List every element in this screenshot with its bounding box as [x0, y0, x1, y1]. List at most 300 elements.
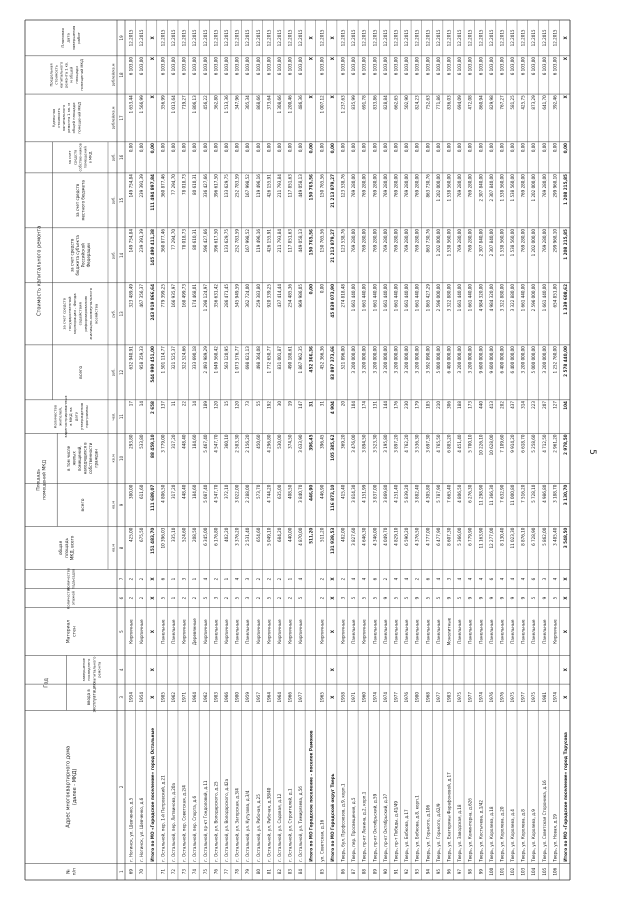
table-cell: 1954: [128, 692, 134, 703]
table-cell: 2 583,30: [234, 434, 240, 453]
table-cell: 5: [393, 596, 399, 600]
table-cell: 8 130,40: [499, 527, 505, 546]
table-cell: 1974: [552, 692, 558, 703]
page-number: 5: [587, 449, 597, 455]
table-cell: 440: [478, 401, 484, 409]
table-cell: Панельные: [351, 619, 357, 644]
table-cell: 5 862,00: [541, 527, 547, 546]
table-cell: 6 590,20: [404, 527, 410, 546]
table-cell: X: [329, 36, 335, 40]
subtotal-label: Итого по МО «Городское поселение» город Тарусова: [563, 732, 569, 862]
table-cell: 1 538 560,00: [446, 229, 452, 257]
table-cell: 0,00: [563, 143, 569, 154]
table-cell: 4: [404, 577, 410, 581]
table-cell: 3: [340, 596, 346, 600]
table-cell: 230: [404, 401, 410, 409]
address-cell: Тверь, бул. Профсоюзов, д.9, корп.1: [340, 783, 346, 862]
table-cell: 873,29: [531, 95, 537, 110]
table-cell: 6 103,00: [446, 57, 452, 76]
address-cell: Тверь, ул. Королева, д.4: [510, 809, 516, 862]
table-cell: 1975: [510, 692, 516, 703]
table-cell: 2: [181, 596, 187, 600]
table-cell: 3 633,90: [298, 434, 304, 453]
table-cell: Панельные: [160, 619, 166, 644]
table-cell: 779 399,25: [160, 283, 166, 308]
table-cell: 6 103,00: [404, 57, 410, 76]
table-cell: 6 400 000,00: [499, 346, 505, 374]
table-cell: 133 629,75: [223, 174, 229, 198]
address-cell: Тверь, ул. Горького, д.62/9: [435, 803, 441, 862]
table-cell: 6 103,00: [223, 57, 229, 76]
table-cell: 184,60: [192, 434, 198, 449]
table-cell: 1: [171, 577, 177, 581]
table-cell: 20: [340, 401, 346, 407]
table-cell: 691,78: [361, 95, 367, 110]
table-cell: 769 280,00: [361, 174, 367, 198]
table-cell: 6 103,00: [213, 57, 219, 76]
table-cell: 6 400 000,00: [510, 346, 516, 374]
table-cell: 6 103,00: [435, 57, 441, 76]
table-cell: 150 765,56: [319, 229, 325, 253]
table-cell: 6 103,00: [340, 57, 346, 76]
table-cell: 6 103,00: [467, 57, 473, 76]
table-cell: 7 516,20: [520, 484, 526, 503]
table-cell: 835,99: [351, 95, 357, 110]
table-cell: 2 307 840,00: [478, 174, 484, 202]
table-cell: 4 451,40: [457, 434, 463, 453]
table-cell: 31: [319, 401, 325, 407]
header-col-date: Плановаядатазавершенияработ: [60, 25, 82, 51]
table-cell: 1974: [372, 692, 378, 703]
table-cell: 5: [531, 596, 537, 600]
table-cell: X: [149, 57, 155, 61]
table-cell: 174 468,01: [192, 283, 198, 308]
table-cell: 12.2015: [213, 29, 219, 47]
table-cell: 969 986,05: [298, 283, 304, 308]
table-cell: Кирпичные: [319, 619, 325, 644]
table-cell: 19: [287, 401, 293, 407]
table-cell: 5: [425, 596, 431, 600]
table-cell: 6 103,00: [382, 57, 388, 76]
table-cell: 437: [510, 401, 516, 409]
table-cell: 127: [552, 401, 558, 409]
table-cell: 1977: [520, 692, 526, 703]
address-cell: Тверь, ул. Коминтерна, д.62б: [467, 798, 473, 862]
table-cell: X: [329, 95, 335, 99]
table-cell: 120: [234, 401, 240, 409]
table-cell: 511,20: [319, 527, 325, 542]
table-cell: 243 919 866,64: [149, 283, 155, 321]
table-cell: 369,20: [340, 434, 346, 449]
table-cell: X: [329, 629, 335, 634]
table-cell: 6 103,00: [255, 57, 261, 76]
table-cell: 323 489,49: [128, 283, 134, 308]
table-cell: X: [308, 36, 314, 40]
address-cell: Тверь, ул. Королева, д.9: [531, 809, 537, 862]
table-cell: 0,00: [319, 143, 325, 153]
table-cell: 3 200 000,00: [372, 346, 378, 374]
unit-label: руб.: [111, 368, 116, 377]
table-cell: 150 765,56: [319, 174, 325, 198]
table-cell: 3 837,00: [372, 484, 378, 503]
table-cell: 6 103,00: [425, 57, 431, 76]
address-cell: Тверь, ул. Заводская, д.18: [457, 804, 463, 862]
table-cell: 402,20: [223, 527, 229, 542]
table-cell: X: [308, 95, 314, 99]
header-col-cost-group: Стоимость капитального ремонта: [36, 225, 43, 317]
table-cell: 11 366,30: [488, 484, 494, 506]
table-cell: 446,90: [319, 484, 325, 499]
table-cell: 2: [255, 596, 261, 600]
table-cell: 9: [520, 596, 526, 600]
table-cell: 1 806,13: [192, 95, 198, 114]
table-cell: 0,00: [223, 143, 229, 153]
table-cell: 12.2015: [404, 29, 410, 47]
table-cell: 123 538,76: [340, 229, 346, 253]
table-cell: 0,00: [192, 143, 198, 153]
table-cell: 0,00: [467, 143, 473, 153]
table-cell: Кирпичные: [361, 619, 367, 644]
table-cell: 6 103,00: [361, 57, 367, 76]
table-cell: 5 000 000,00: [531, 346, 537, 374]
table-cell: 2: [276, 577, 282, 581]
table-cell: 317,20: [171, 434, 177, 449]
table-cell: 6 103,00: [139, 57, 145, 76]
table-cell: 5 049,10: [266, 527, 272, 546]
table-cell: 6 103,00: [234, 57, 240, 76]
table-cell: 482,00: [340, 527, 346, 542]
table-cell: 829,98: [488, 95, 494, 110]
table-cell: 145 490 411,38: [149, 229, 155, 266]
table-cell: 828,84: [382, 95, 388, 110]
table-cell: 2: [319, 596, 325, 600]
table-cell: 3 814,30: [351, 484, 357, 503]
table-cell: 5: [361, 596, 367, 600]
table-cell: 425,75: [520, 95, 526, 110]
table-cell: 769 280,00: [382, 229, 388, 253]
table-cell: 769 280,00: [520, 174, 526, 198]
table-cell: 4: [361, 577, 367, 581]
table-cell: Панельные: [457, 619, 463, 644]
table-cell: 78 018,73: [181, 174, 187, 195]
table-cell: 769 280,00: [351, 174, 357, 198]
table-cell: 0,00: [276, 143, 282, 153]
table-cell: 5: [234, 596, 240, 600]
table-cell: Кирпичные: [181, 619, 187, 644]
table-cell: 456,22: [202, 95, 208, 110]
table-cell: 632 940,91: [128, 346, 134, 370]
table-cell: 75: [202, 869, 208, 875]
table-cell: 78 018,73: [181, 229, 187, 250]
table-cell: 144: [382, 401, 388, 409]
table-cell: 176: [393, 401, 399, 409]
table-cell: 3 592 890,00: [425, 346, 431, 374]
address-cell: Тверь, ул. Королева, д.8: [520, 809, 526, 862]
table-cell: 2 307 840,00: [488, 229, 494, 257]
table-cell: 5: [298, 596, 304, 600]
table-cell: X: [149, 629, 155, 634]
table-cell: 111 689,07: [149, 484, 155, 512]
table-cell: 675,50: [139, 527, 145, 542]
table-cell: 6 103,00: [245, 57, 251, 76]
table-cell: 1962: [202, 692, 208, 703]
table-cell: 299 968,10: [552, 229, 558, 253]
table-cell: 6 103,00: [298, 57, 304, 76]
address-cell: г. Ногинск, ул. Шевченко, д.6: [139, 797, 145, 862]
table-cell: 31: [308, 401, 314, 407]
table-cell: 105 385,62: [329, 434, 335, 461]
table-cell: 1 538 560,00: [499, 229, 505, 257]
table-cell: 2 307 840,00: [488, 174, 494, 202]
table-cell: 533,80: [139, 434, 145, 449]
table-cell: 6 728,90: [531, 527, 537, 546]
table-cell: 4: [298, 577, 304, 581]
table-cell: 362 724,00: [245, 283, 251, 308]
table-cell: 654,60: [255, 527, 261, 542]
table-cell: 0,00: [478, 143, 484, 153]
table-cell: 360 877,46: [160, 229, 166, 253]
table-cell: 99: [478, 869, 484, 875]
table-cell: 2: [266, 577, 272, 581]
table-cell: 89: [372, 869, 378, 875]
table-cell: 5 467,40: [202, 434, 208, 453]
table-cell: 2 493 989,29: [202, 346, 208, 374]
table-cell: 6 276,30: [467, 484, 473, 503]
table-cell: 100: [488, 867, 494, 876]
table-cell: 6 779,90: [467, 527, 473, 546]
table-cell: 824,23: [414, 95, 420, 110]
table-cell: 2 288,00: [245, 484, 251, 503]
table-cell: 1 661 440,00: [372, 283, 378, 312]
table-cell: 0,00: [457, 143, 463, 153]
table-cell: 4 829,10: [393, 527, 399, 546]
table-cell: 3 200 000,00: [457, 346, 463, 374]
table-cell: 12.2015: [128, 29, 134, 47]
table-cell: X: [563, 57, 569, 61]
table-cell: 208,50: [192, 527, 198, 542]
column-number: 12: [119, 369, 124, 375]
table-cell: 684,20: [276, 527, 282, 542]
table-cell: 7 665,40: [446, 484, 452, 503]
table-cell: 12.2015: [467, 29, 473, 47]
table-cell: 94: [425, 869, 431, 875]
table-cell: 1 202 000,00: [435, 174, 441, 202]
table-cell: Кирпичные: [128, 619, 134, 644]
table-cell: 282: [499, 401, 505, 409]
table-cell: Панельные: [478, 619, 484, 644]
table-cell: 73: [181, 869, 187, 875]
table-cell: 116 873,10: [329, 484, 335, 512]
table-cell: X: [329, 577, 335, 581]
table-cell: 563 120,95: [223, 346, 229, 370]
table-cell: 95: [435, 869, 441, 875]
table-cell: 12.2015: [488, 29, 494, 47]
table-cell: 335,10: [171, 527, 177, 542]
table-cell: 150 765,56: [308, 174, 314, 201]
table-cell: 4: [499, 577, 505, 581]
table-cell: 544 990 451,00: [149, 346, 155, 383]
table-cell: 6 477,90: [435, 527, 441, 546]
table-cell: 4 870,00: [298, 527, 304, 546]
unit-label: руб.: [111, 251, 116, 260]
address-cell: ул. Советская, д.16: [319, 819, 325, 862]
table-cell: X: [563, 95, 569, 99]
table-cell: 4 765,50: [435, 434, 441, 453]
table-cell: 83: [287, 869, 293, 875]
table-cell: 314: [520, 401, 526, 409]
table-cell: 6 103,00: [319, 57, 325, 76]
table-cell: 12.2015: [255, 29, 261, 47]
table-cell: 1 013,64: [171, 95, 177, 114]
table-cell: 12.2015: [245, 29, 251, 47]
header-col-area-residential: в том числежилыхпомещений,находящихся всобственностиграждан: [66, 442, 99, 475]
table-cell: 0,00: [404, 143, 410, 153]
table-cell: 769 280,00: [467, 174, 473, 198]
header-col-cost-local: за счет средствместного бюджета: [74, 180, 86, 221]
table-cell: 1 073 576,77: [234, 346, 240, 374]
table-cell: 6 103,00: [414, 57, 420, 76]
table-cell: 396 617,50: [213, 174, 219, 198]
table-cell: Кирпичные: [223, 619, 229, 644]
address-cell: г. Остальной, ул. Загорская, д.3/4: [234, 788, 240, 862]
table-cell: 293,80: [128, 434, 134, 449]
table-cell: 502,90: [404, 95, 410, 110]
table-cell: 6 103,00: [171, 57, 177, 76]
table-cell: Кирпичные: [552, 619, 558, 644]
table-cell: 3 200 000,00: [467, 346, 473, 374]
header-col-unit-cost: Удельнаястоимостькапитальногоремонта 1 кв. мобщей площадипомещений МКД: [51, 102, 82, 134]
table-cell: 12 277,00: [488, 527, 494, 549]
table-cell: 1 237,63: [340, 95, 346, 114]
table-cell: 7 109,60: [499, 434, 505, 453]
table-cell: 9: [510, 596, 516, 600]
table-cell: 151 483,70: [149, 527, 155, 555]
table-cell: 1977: [298, 692, 304, 703]
table-cell: 4: [478, 577, 484, 581]
table-cell: 4 049,70: [382, 527, 388, 546]
table-cell: 96: [446, 869, 452, 875]
table-cell: 3 022,00: [234, 484, 240, 503]
table-cell: 12.2015: [266, 29, 272, 47]
table-cell: 1 865 427,29: [425, 283, 431, 312]
address-cell: Тверь, пр-кт Ленина, д.2, корп.1: [361, 791, 367, 862]
address-cell: Тверь, ул. Королева, д.18: [488, 806, 494, 862]
table-cell: 426 155,91: [266, 229, 272, 253]
table-cell: 15: [223, 401, 229, 407]
address-cell: г. Остальной, ул. Рабочая, д.38/40: [266, 787, 272, 862]
table-cell: 1 661 440,00: [404, 283, 410, 312]
table-cell: 2 156,20: [245, 434, 251, 453]
table-cell: 4: [510, 577, 516, 581]
table-cell: 149 754,84: [128, 174, 134, 198]
table-cell: 4 777,00: [425, 527, 431, 546]
table-cell: 88: [361, 869, 367, 875]
table-cell: 472,08: [467, 95, 473, 110]
header-col-residents: Количествожителей,зарегистрированныхв МКД надатуутвержденияпрограммы: [52, 395, 90, 438]
table-cell: 3 195,80: [382, 434, 388, 453]
table-cell: 1 202 000,00: [531, 229, 537, 257]
header-col-material: Материалстен: [66, 619, 78, 644]
table-cell: 0,00: [552, 143, 558, 153]
table-cell: 5 839,20: [404, 484, 410, 503]
table-cell: 2: [414, 577, 420, 581]
table-cell: 3 322 880,00: [510, 283, 516, 312]
table-cell: Кирпичные: [298, 619, 304, 644]
table-cell: 12.2015: [234, 29, 240, 47]
table-cell: 6 103,00: [541, 57, 547, 76]
table-cell: X: [149, 695, 155, 699]
table-cell: Кирпичные: [287, 619, 293, 644]
table-cell: X: [149, 596, 155, 600]
table-cell: 596 427,66: [202, 229, 208, 253]
table-cell: 863 730,76: [425, 174, 431, 198]
table-cell: 5 728,10: [531, 484, 537, 503]
table-cell: 0,00: [171, 143, 177, 153]
table-cell: 4 296,80: [266, 434, 272, 453]
table-cell: 3 200 000,00: [520, 346, 526, 374]
table-cell: 5: [552, 596, 558, 600]
table-cell: 239 391,39: [139, 174, 145, 198]
table-cell: 524,60: [181, 527, 187, 542]
table-cell: 2 596 000,00: [531, 283, 537, 312]
table-cell: 1977: [393, 692, 399, 703]
address-cell: Тверь, ул. Горького, д.106: [425, 804, 431, 862]
table-cell: 1 867 962,35: [298, 346, 304, 374]
table-cell: 0,00: [308, 143, 314, 154]
table-cell: 4 151,99: [361, 484, 367, 503]
table-cell: 0,00: [149, 143, 155, 154]
table-cell: 147: [298, 401, 304, 409]
table-cell: 2 978,50: [563, 434, 569, 456]
table-cell: 6 103,00: [488, 57, 494, 76]
table-cell: 3 897,20: [393, 434, 399, 453]
table-cell: 1971: [351, 692, 357, 703]
header-col-cost-total: всего: [78, 365, 84, 379]
table-cell: 12.2015: [510, 29, 516, 47]
table-cell: 4: [520, 577, 526, 581]
table-cell: 119 496,16: [255, 229, 261, 253]
table-cell: 3 894,50: [361, 434, 367, 453]
table-cell: 2: [340, 577, 346, 581]
table-cell: 106: [552, 867, 558, 876]
table-cell: 9: [499, 596, 505, 600]
table-cell: 0,00: [541, 143, 547, 153]
table-cell: 0,00: [139, 143, 145, 153]
table-cell: 4 762,20: [404, 434, 410, 453]
table-cell: 3: [245, 596, 251, 600]
table-cell: X: [563, 577, 569, 581]
table-cell: 286 471,45: [223, 283, 229, 308]
address-cell: Тверь, ул. Бобкова, д.8, корп.1: [414, 795, 420, 862]
table-cell: 12.2015: [382, 29, 388, 47]
table-cell: 719,27: [181, 95, 187, 110]
table-cell: 5 258,60: [531, 434, 537, 453]
column-number: 5: [119, 630, 124, 633]
table-cell: 0,00: [128, 143, 134, 153]
table-cell: 77: [223, 869, 229, 875]
address-cell: г. Ногинск, ул. Шевченко, д.5: [128, 797, 134, 862]
unit-label: кв.м: [111, 543, 116, 553]
table-cell: X: [149, 668, 155, 672]
table-cell: 185: [425, 401, 431, 409]
table-cell: 5: [457, 596, 463, 600]
table-cell: 12.2015: [425, 29, 431, 47]
table-cell: 12.2015: [160, 29, 166, 47]
unit-label: руб.: [111, 309, 116, 318]
header-col-cost-region: за счет средствбюджета субъектаРоссийскойФедерации: [69, 235, 91, 276]
table-cell: 0,00: [499, 143, 505, 153]
table-cell: 1 202 000,00: [531, 174, 537, 202]
